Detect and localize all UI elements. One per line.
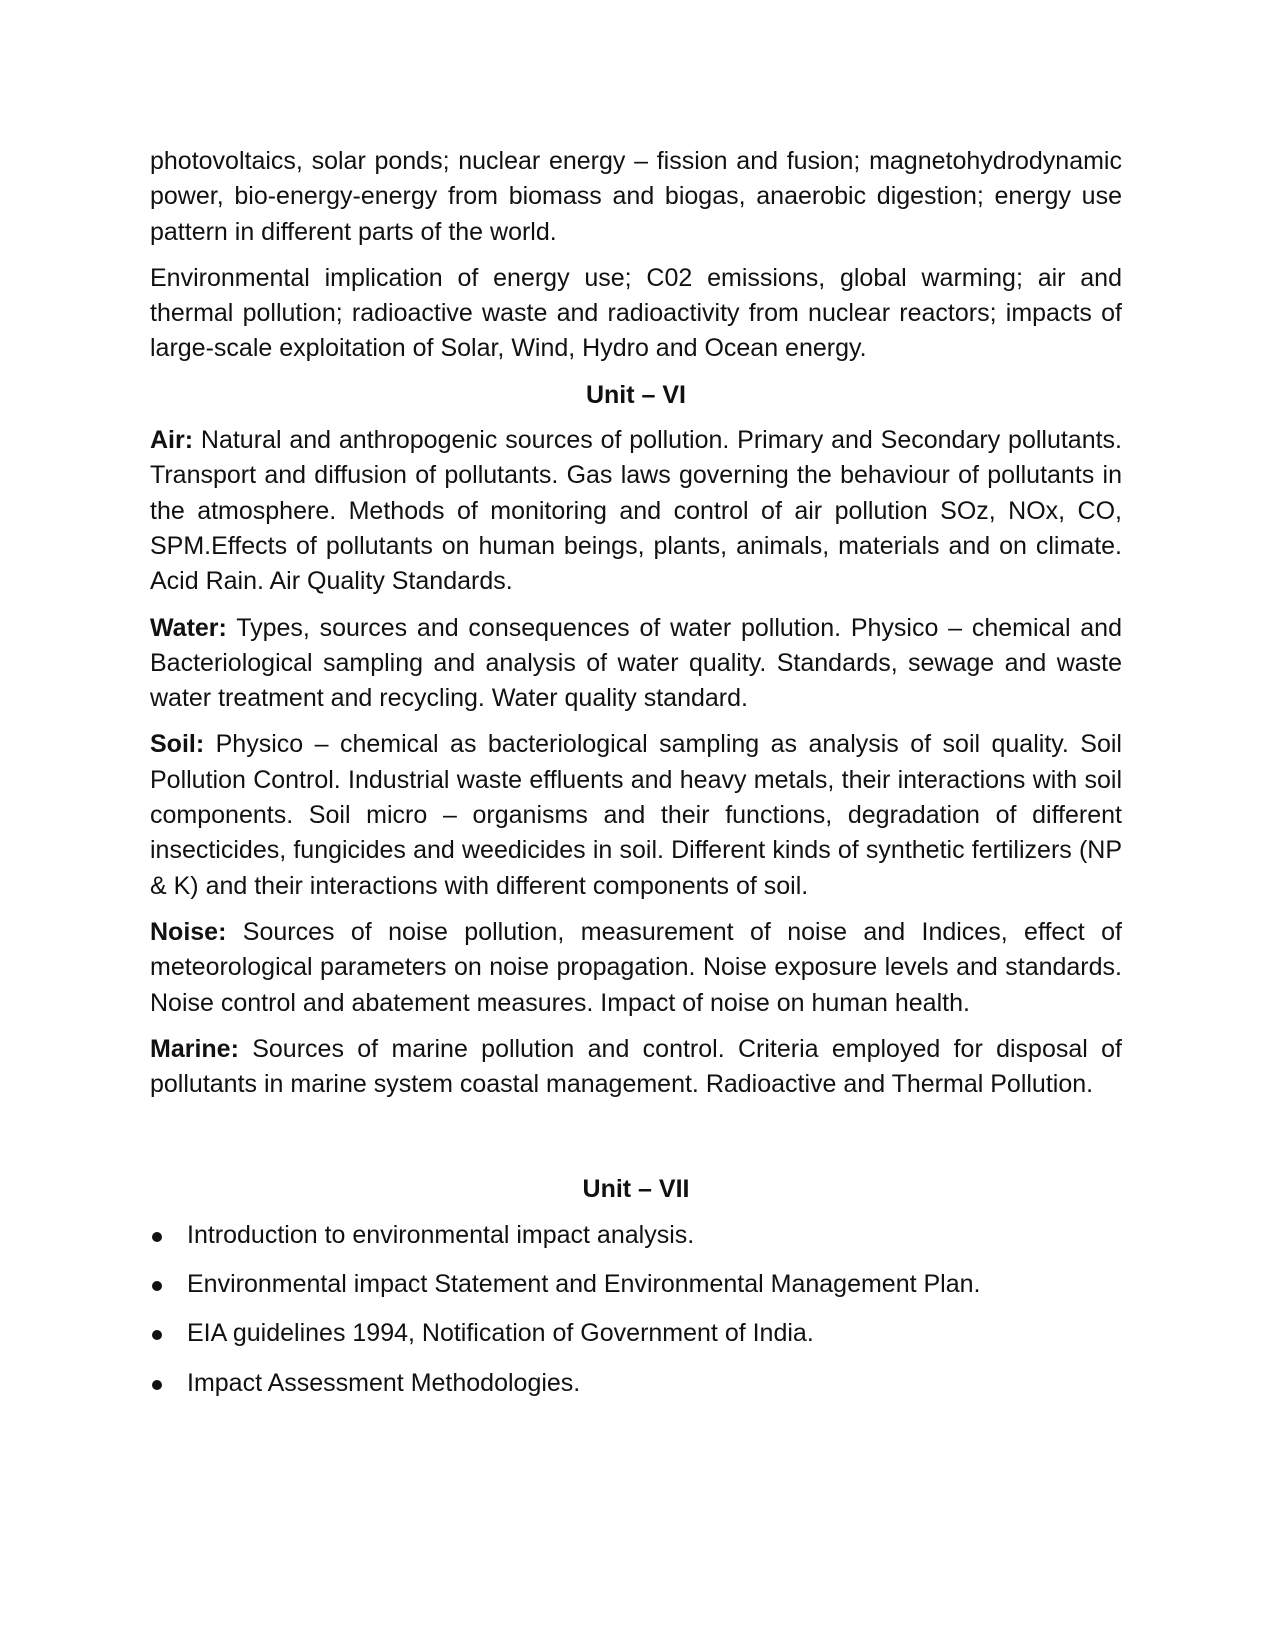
list-item-text: Environmental impact Statement and Environmental Management Plan. bbox=[187, 1270, 981, 1299]
section-air bbox=[150, 423, 1122, 599]
list-item bbox=[150, 1366, 1122, 1401]
section-air-text: Natural and anthropogenic sources of pollution. Primary and Secondary pollutants. Transport and diffusion of pollutants. Gas laws governing the behaviour of pollutants in the atmosphere. Methods of monitoring and control of air pollution SOz, NOx, CO, SPM.Effects of pollutants on human beings, plants, animals, materials and on climate. Acid Rain. Air Quality Standards. bbox=[150, 426, 1122, 596]
section-noise-text: Sources of noise pollution, measurement of noise and Indices, effect of meteorological parameters on noise propagation. Noise exposure levels and standards. Noise control and abatement measures. Impact of noise on human health. bbox=[150, 917, 1122, 1017]
section-water-lead: Water: bbox=[150, 613, 227, 642]
list-item-text: Impact Assessment Methodologies. bbox=[187, 1368, 581, 1397]
list-item-text: EIA guidelines 1994, Notification of Government of India. bbox=[187, 1319, 814, 1348]
unit-vii-list bbox=[150, 1218, 1122, 1401]
intro-paragraph-2: Environmental implication of energy use; C02 emissions, global warming; air and thermal pollution; radioactive waste and radioactivity from nuclear reactors; impacts of large-scale exploitation of Solar, Wind, Hydro and Ocean energy. bbox=[150, 263, 1122, 363]
bullet-icon bbox=[152, 1330, 162, 1340]
section-water bbox=[150, 611, 1122, 717]
bullet-icon bbox=[152, 1232, 162, 1242]
document-page bbox=[150, 144, 1122, 1415]
section-noise-lead: Noise: bbox=[150, 917, 227, 946]
section-marine-text: Sources of marine pollution and control. Criteria employed for disposal of pollutants in marine system coastal management. Radioactive and Thermal Pollution. bbox=[150, 1034, 1122, 1099]
section-soil-text: Physico – chemical as bacteriological sampling as analysis of soil quality. Soil Pollution Control. Industrial waste effluents and heavy metals, their interactions with soil components. Soil micro – organisms and their functions, degradation of different insecticides, fungicides and weedicides in soil. Different kinds of synthetic fertilizers (NP & K) and their interactions with different components of soil. bbox=[150, 730, 1122, 900]
bullet-icon bbox=[152, 1380, 162, 1390]
bullet-icon bbox=[152, 1281, 162, 1291]
section-water-text: Types, sources and consequences of water pollution. Physico – chemical and Bacteriological sampling and analysis of water quality. Standards, sewage and waste water treatment and recycling. Water quality standard. bbox=[150, 613, 1122, 713]
intro-paragraph-1: photovoltaics, solar ponds; nuclear energy – fission and fusion; magnetohydrodynamic power, bio-energy-energy from biomass and biogas, anaerobic digestion; energy use pattern in different parts of the world. bbox=[150, 147, 1122, 246]
section-spacer bbox=[150, 1113, 1122, 1172]
list-item bbox=[150, 1316, 1122, 1351]
section-soil bbox=[150, 727, 1122, 903]
section-air-lead: Air: bbox=[150, 426, 194, 455]
section-marine bbox=[150, 1032, 1122, 1103]
list-item bbox=[150, 1218, 1122, 1253]
unit-vii-heading: Unit – VII bbox=[582, 1175, 690, 1204]
section-soil-lead: Soil: bbox=[150, 730, 205, 759]
list-item bbox=[150, 1267, 1122, 1302]
unit-vi-heading: Unit – VI bbox=[585, 380, 686, 409]
list-item-text: Introduction to environmental impact analysis. bbox=[187, 1220, 695, 1249]
section-noise bbox=[150, 915, 1122, 1021]
section-marine-lead: Marine: bbox=[150, 1034, 239, 1063]
